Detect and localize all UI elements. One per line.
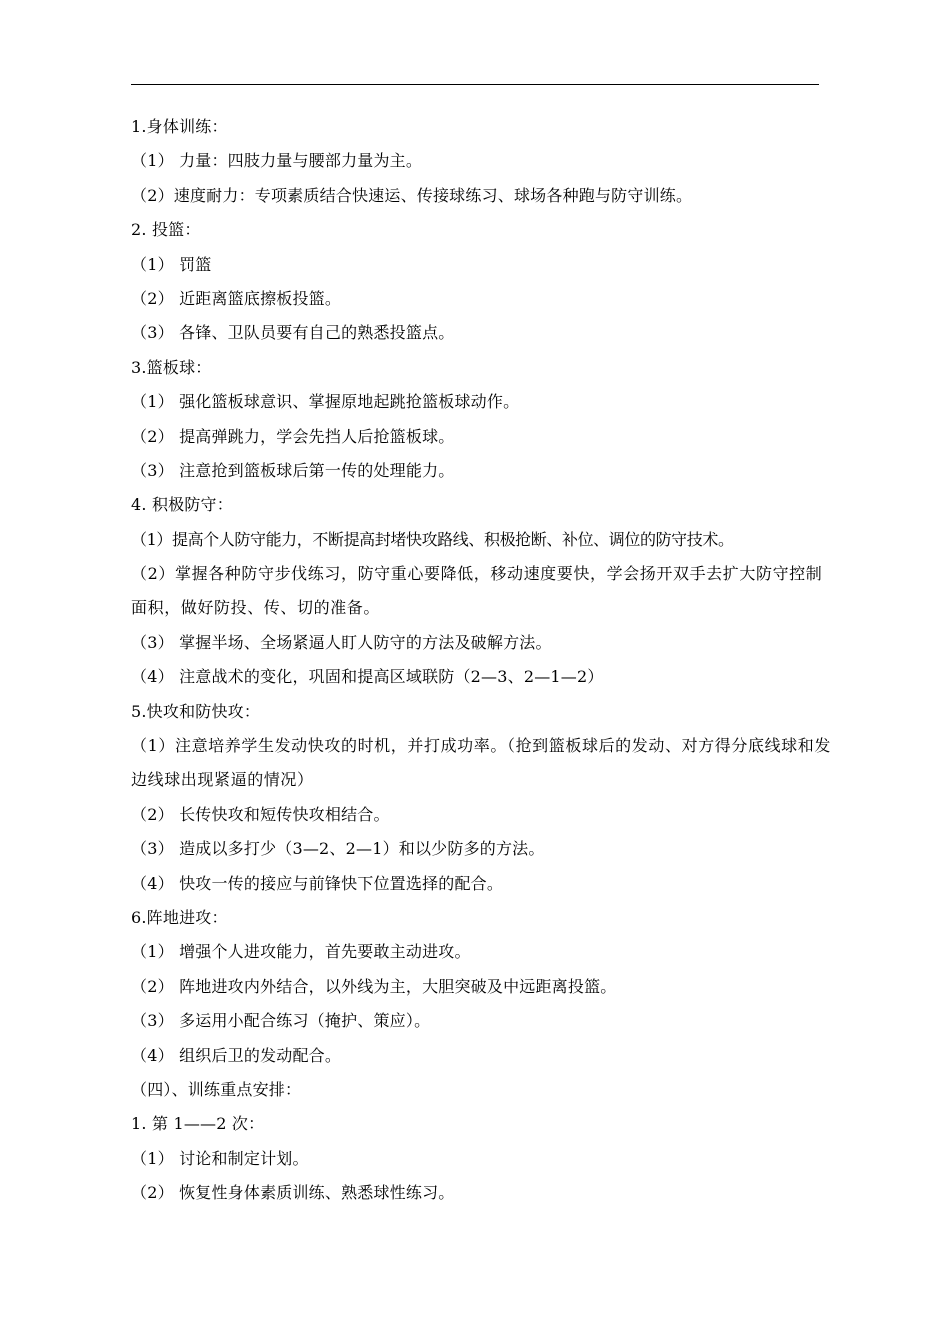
list-item: （1）提高个人防守能力，不断提高封堵快攻路线、积极抢断、补位、调位的防守技术。 [131, 529, 734, 549]
heading-set-offense: 6.阵地进攻： [131, 908, 228, 928]
document-body [131, 110, 831, 1211]
heading-rebounding: 3.篮板球： [131, 357, 212, 377]
heading-shooting: 2. 投篮： [131, 220, 201, 240]
list-item: （1） 罚篮 [131, 254, 212, 274]
heading-sessions-1-2: 1. 第 1——2 次： [131, 1114, 265, 1134]
list-item: （4） 注意战术的变化，巩固和提高区域联防（2—3、2—1—2） [131, 667, 604, 687]
list-item: （2） 阵地进攻内外结合，以外线为主，大胆突破及中远距离投篮。 [131, 976, 617, 996]
list-item: （2） 提高弹跳力，学会先挡人后抢篮板球。 [131, 426, 455, 446]
heading-physical-training: 1.身体训练： [131, 117, 228, 136]
list-item: （2） 长传快攻和短传快攻相结合。 [131, 804, 390, 824]
list-item: （1） 讨论和制定计划。 [131, 1148, 309, 1168]
list-item: （2） 恢复性身体素质训练、熟悉球性练习。 [131, 1183, 455, 1203]
heading-fast-break: 5.快攻和防快攻： [131, 701, 261, 721]
list-item: （3） 掌握半场、全场紧逼人盯人防守的方法及破解方法。 [131, 632, 552, 652]
list-item: （3） 注意抢到篮板球后第一传的处理能力。 [131, 460, 455, 480]
list-item: （2） 近距离篮底擦板投篮。 [131, 288, 342, 308]
list-item: （4） 快攻一传的接应与前锋快下位置选择的配合。 [131, 873, 504, 893]
list-item: （1） 力量：四肢力量与腰部力量为主。 [131, 151, 423, 171]
list-item: （2）速度耐力：专项素质结合快速运、传接球练习、球场各种跑与防守训练。 [131, 185, 693, 205]
list-item: （4） 组织后卫的发动配合。 [131, 1045, 342, 1065]
list-item: （3） 多运用小配合练习（掩护、策应）。 [131, 1011, 431, 1031]
list-item: （1） 强化篮板球意识、掌握原地起跳抢篮板球动作。 [131, 392, 520, 412]
list-item: （3） 各锋、卫队员要有自己的熟悉投篮点。 [131, 323, 455, 343]
list-item: （1）注意培养学生发动快攻的时机，并打成功率。（抢到篮板球后的发动、对方得分底线球和发边线球出现紧逼的情况） [131, 736, 831, 790]
list-item: （1） 增强个人进攻能力，首先要敢主动进攻。 [131, 942, 471, 962]
list-item: （2）掌握各种防守步伐练习，防守重心要降低，移动速度要快，学会扬开双手去扩大防守控制面积，做好防投、传、切的准备。 [131, 564, 823, 618]
header-rule [131, 84, 819, 85]
heading-active-defense: 4. 积极防守： [131, 495, 233, 515]
heading-training-schedule: （四）、训练重点安排： [131, 1080, 302, 1099]
list-item: （3） 造成以多打少（3—2、2—1）和以少防多的方法。 [131, 839, 545, 859]
